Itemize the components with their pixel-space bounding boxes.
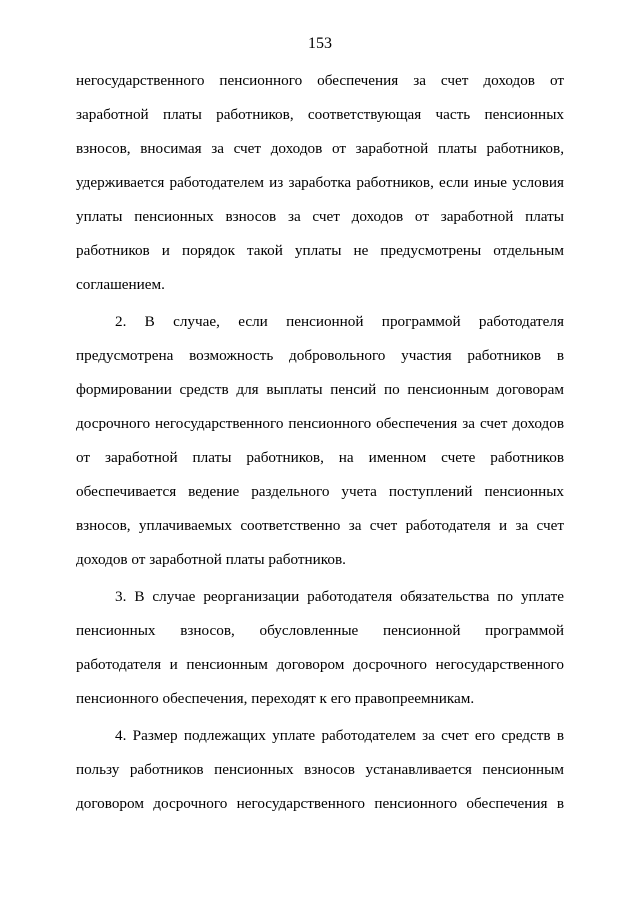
page-number: 153 xyxy=(308,35,332,52)
text-line: соглашением. xyxy=(76,276,165,293)
text-line: досрочного негосударственного пенсионного обеспечения за счет доходов xyxy=(76,415,564,432)
text-line: пользу работников пенсионных взносов устанавливается пенсионным xyxy=(76,761,564,778)
paragraph-2 xyxy=(76,305,564,577)
text-line: уплаты пенсионных взносов за счет доходов от заработной платы xyxy=(76,208,564,225)
text-line: пенсионного обеспечения, переходят к его правопреемникам. xyxy=(76,690,475,707)
text-line: предусмотрена возможность добровольного участия работников в xyxy=(76,347,564,364)
text-line: взносов, уплачиваемых соответственно за счет работодателя и за счет xyxy=(76,517,564,534)
text-line: от заработной платы работников, на именном счете работников xyxy=(76,449,564,466)
text-line: работодателя и пенсионным договором досрочного негосударственного xyxy=(76,656,564,673)
text-line: 3. В случае реорганизации работодателя обязательства по уплате xyxy=(115,588,564,605)
text-line: обеспечивается ведение раздельного учета поступлений пенсионных xyxy=(76,483,564,500)
text-line: работников и порядок такой уплаты не предусмотрены отдельным xyxy=(76,242,564,259)
text-line: 2. В случае, если пенсионной программой работодателя xyxy=(115,313,564,330)
text-line: негосударственного пенсионного обеспечения за счет доходов от xyxy=(76,72,564,89)
paragraph-3 xyxy=(76,580,564,716)
text-line: формировании средств для выплаты пенсий по пенсионным договорам xyxy=(76,381,564,398)
text-line: заработной платы работников, соответствующая часть пенсионных xyxy=(76,106,564,123)
text-line: взносов, вносимая за счет доходов от заработной платы работников, xyxy=(76,140,564,157)
text-line: 4. Размер подлежащих уплате работодателем за счет его средств в xyxy=(115,727,564,744)
text-line: пенсионных взносов, обусловленные пенсионной программой xyxy=(76,622,564,639)
text-line: доходов от заработной платы работников. xyxy=(76,551,346,568)
document-body xyxy=(76,64,564,821)
paragraph-continuation xyxy=(76,64,564,302)
text-line: договором досрочного негосударственного пенсионного обеспечения в xyxy=(76,795,564,812)
text-line: удерживается работодателем из заработка работников, если иные условия xyxy=(76,174,564,191)
paragraph-4 xyxy=(76,719,564,821)
